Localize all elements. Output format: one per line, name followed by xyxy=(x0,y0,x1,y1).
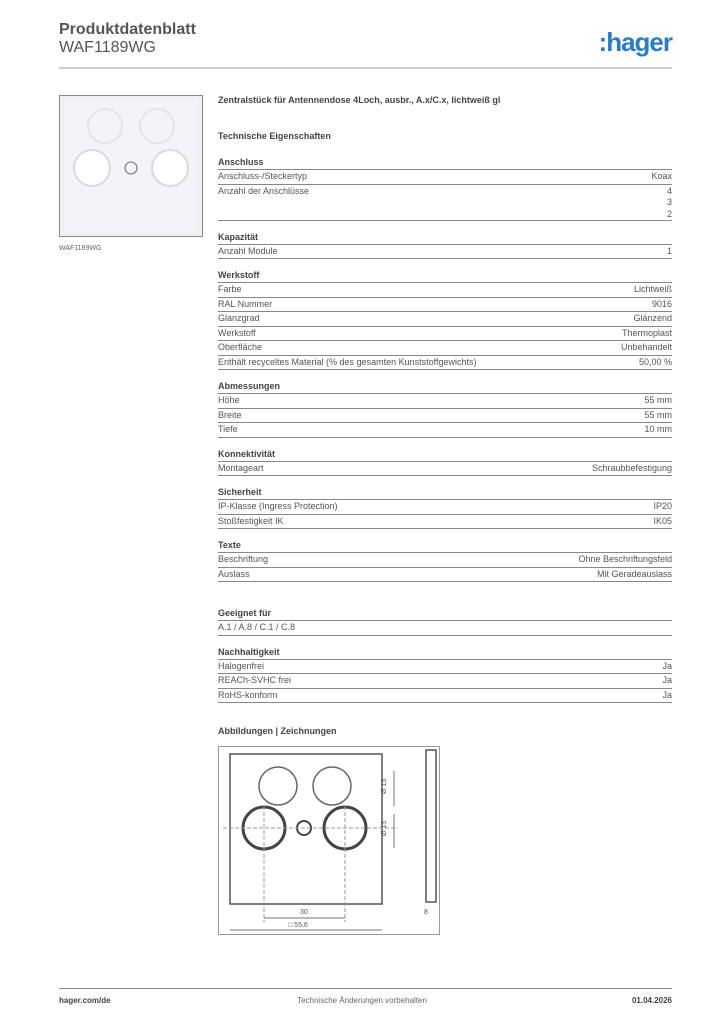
property-label: Tiefe xyxy=(218,424,238,434)
dim-55: □ 55,6 xyxy=(288,922,308,929)
section-5 xyxy=(218,485,672,529)
property-label: Oberfläche xyxy=(218,342,263,352)
property-row xyxy=(218,170,672,185)
property-row xyxy=(218,674,672,689)
section-title: Sicherheit xyxy=(218,485,672,500)
property-row xyxy=(218,245,672,260)
property-label: Farbe xyxy=(218,284,242,294)
property-row xyxy=(218,660,672,675)
property-value: IP20 xyxy=(653,501,672,511)
property-row xyxy=(218,689,672,704)
section-3 xyxy=(218,379,672,438)
footer-divider xyxy=(59,988,672,989)
section-title: Kapazität xyxy=(218,230,672,245)
property-row xyxy=(218,298,672,313)
divider xyxy=(59,67,672,69)
property-value: Ja xyxy=(662,675,672,685)
section-title: Texte xyxy=(218,538,672,553)
section-7 xyxy=(218,606,672,636)
property-label: Enthält recyceltes Material (% des gesamten Kunststoffgewichts) xyxy=(218,356,477,367)
property-label: Montageart xyxy=(218,462,264,473)
property-row xyxy=(218,621,672,636)
property-value: 3 xyxy=(666,197,672,207)
section-0 xyxy=(218,155,672,221)
section-title: Konnektivität xyxy=(218,447,672,462)
property-value: Koax xyxy=(651,171,672,181)
property-label: Stoßfestigkeit IK xyxy=(218,515,284,526)
property-row xyxy=(218,500,672,515)
property-label: Werkstoff xyxy=(218,327,256,338)
property-label: Glanzgrad xyxy=(218,313,260,323)
property-value: Thermoplast xyxy=(621,327,672,338)
property-value: Ja xyxy=(662,660,672,671)
property-value: 2 xyxy=(666,208,672,219)
section-title: Abmessungen xyxy=(218,379,672,394)
property-label: Anzahl Module xyxy=(218,245,278,256)
property-value: Schraubbefestigung xyxy=(591,462,672,473)
property-value: 10 mm xyxy=(644,424,672,434)
property-value: 50,00 % xyxy=(638,356,672,367)
property-value: Glänzend xyxy=(633,313,672,323)
image-caption: WAF1189WG xyxy=(59,245,102,252)
property-row xyxy=(218,185,672,221)
property-row xyxy=(218,568,672,583)
property-row xyxy=(218,515,672,530)
property-value: IK05 xyxy=(653,515,672,526)
product-code: WAF1189WG xyxy=(59,39,156,56)
property-label: RAL Nummer xyxy=(218,298,273,309)
section-title: Nachhaltigkeit xyxy=(218,645,672,660)
property-label: Anzahl der Anschlüsse xyxy=(218,185,310,196)
property-label: Breite xyxy=(218,409,242,420)
property-row xyxy=(218,409,672,424)
section-8 xyxy=(218,645,672,704)
property-row xyxy=(218,341,672,356)
footer-note: Technische Änderungen vorbehalten xyxy=(297,996,427,1005)
technical-drawing xyxy=(218,746,440,941)
footer-date: 01.04.2026 xyxy=(631,996,672,1005)
property-values xyxy=(667,185,672,220)
section-title: Geeignet für xyxy=(218,606,672,621)
dim-dia-1: Ø 13 xyxy=(381,778,388,794)
property-label: Halogenfrei xyxy=(218,660,265,671)
property-label: REACh-SVHC frei xyxy=(218,675,292,685)
property-row xyxy=(218,462,672,477)
section-2 xyxy=(218,268,672,370)
hager-logo: :hager xyxy=(598,27,672,57)
section-title: Anschluss xyxy=(218,155,672,170)
property-value: 55 mm xyxy=(644,395,672,405)
property-label: Anschluss-/Steckertyp xyxy=(218,171,308,181)
property-label: RoHS-konform xyxy=(218,689,278,700)
property-value: 1 xyxy=(666,245,672,256)
dim-8: 8 xyxy=(424,909,428,916)
drawing-title: Abbildungen | Zeichnungen xyxy=(218,726,337,736)
property-label: Beschriftung xyxy=(218,554,269,564)
product-description: Zentralstück für Antennendose 4Loch, ausbr., A.x/C.x, lichtweiß gl xyxy=(218,95,501,105)
property-row xyxy=(218,553,672,568)
property-row xyxy=(218,423,672,438)
dim-30: 30 xyxy=(300,909,308,916)
property-label: IP-Klasse (Ingress Protection) xyxy=(218,501,338,511)
section-1 xyxy=(218,230,672,260)
product-image xyxy=(59,95,203,237)
property-row xyxy=(218,394,672,409)
section-title: Werkstoff xyxy=(218,268,672,283)
property-label: Auslass xyxy=(218,568,250,579)
main-content xyxy=(218,95,672,739)
footer-website[interactable]: hager.com/de xyxy=(59,996,111,1005)
property-label: Höhe xyxy=(218,395,240,405)
tech-title: Technische Eigenschaften xyxy=(218,131,331,141)
property-value: Ohne Beschriftungsfeld xyxy=(578,554,672,564)
property-value: Ja xyxy=(662,689,672,700)
property-row xyxy=(218,356,672,371)
property-value: 9016 xyxy=(651,298,672,309)
property-value: 4 xyxy=(666,185,672,196)
property-value: Mit Geradeauslass xyxy=(596,568,672,579)
section-4 xyxy=(218,447,672,477)
page-title: Produktdatenblatt xyxy=(59,21,196,38)
property-value: Lichtweiß xyxy=(633,284,672,294)
dim-dia-2: Ø 13 xyxy=(381,820,388,836)
property-label: A.1 / A.8 / C.1 / C.8 xyxy=(218,622,296,632)
property-row xyxy=(218,283,672,298)
property-value: Unbehandelt xyxy=(620,342,672,352)
section-6 xyxy=(218,538,672,582)
property-row xyxy=(218,312,672,327)
property-row xyxy=(218,327,672,342)
property-value: 55 mm xyxy=(644,409,672,420)
